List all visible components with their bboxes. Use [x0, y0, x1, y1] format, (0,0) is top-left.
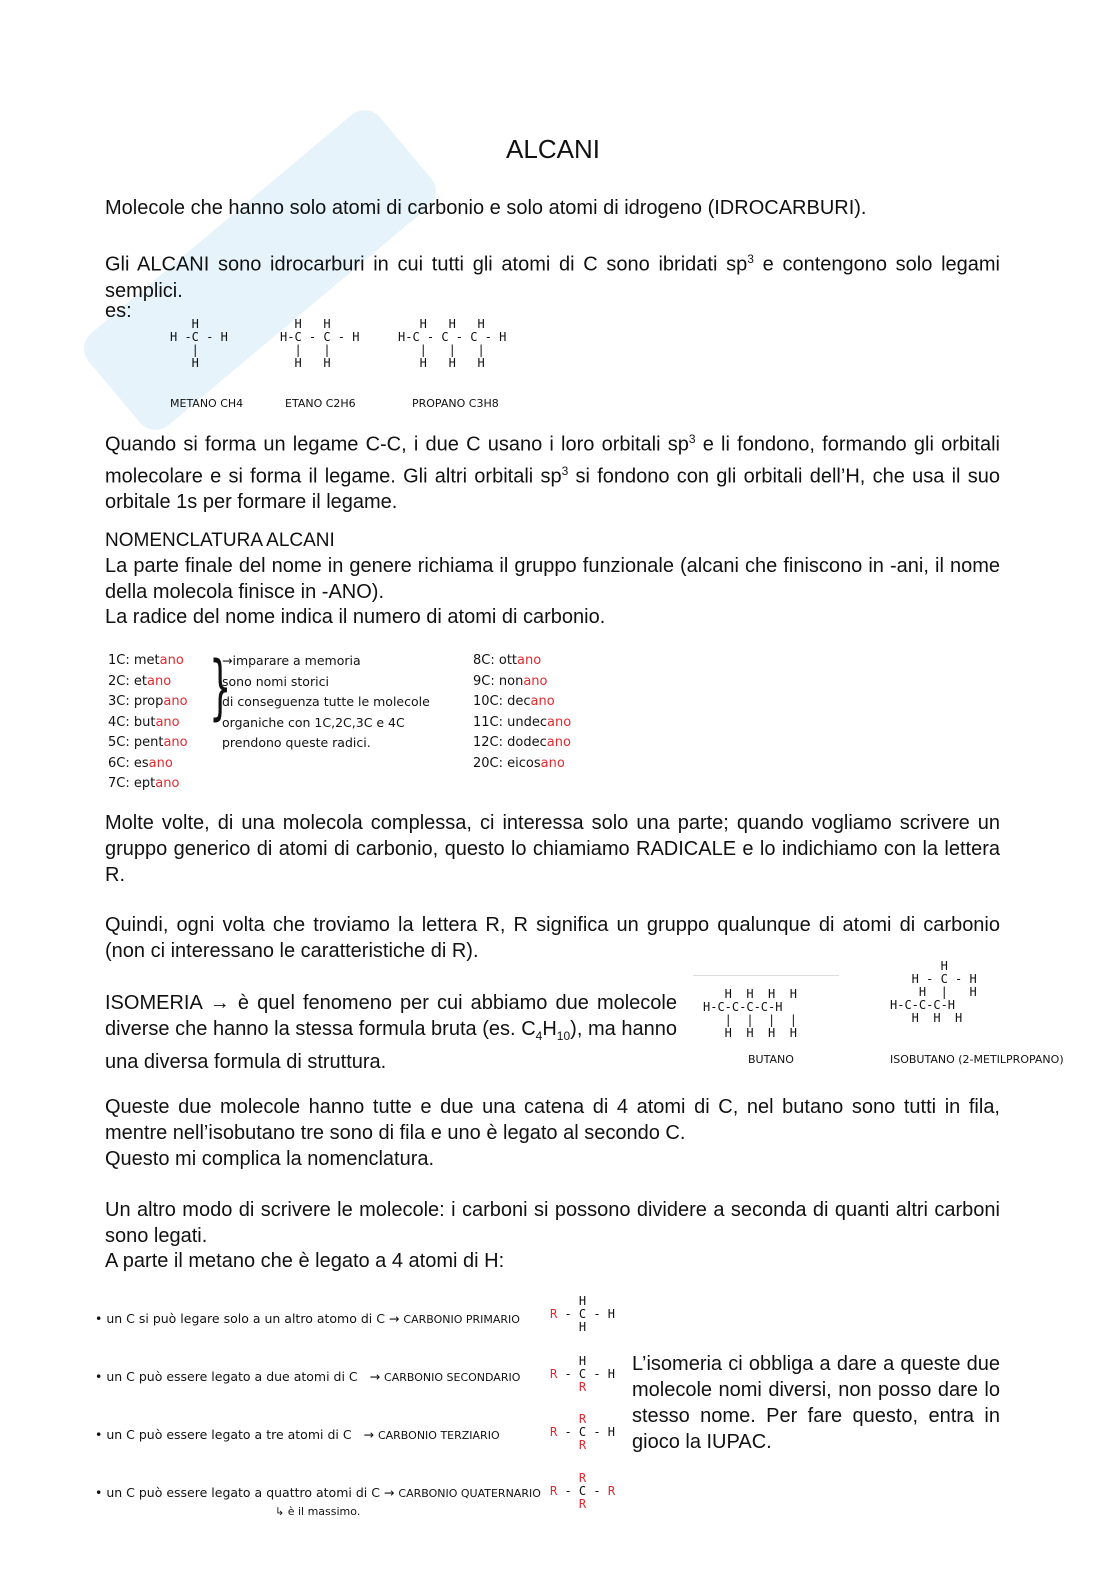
etano-label: ETANO C2H6	[285, 397, 356, 410]
isobutano-structure: H H - C - H H | H H-C-C-C-H H H H	[890, 959, 977, 1025]
butano-label: BUTANO	[748, 1053, 794, 1066]
root-item: 1C: metano	[108, 653, 184, 668]
propano-structure: H H H H-C - C - C - H | | | H H H	[398, 317, 507, 370]
root-item: 2C: etano	[108, 673, 172, 689]
page-title: ALCANI	[506, 134, 600, 164]
metano-label: METANO CH4	[170, 397, 244, 410]
carbon-type-primary: • un C si può legare solo a un altro atomo di C → CARBONIO PRIMARIO	[95, 1311, 520, 1326]
root-item: 8C: ottano	[473, 653, 542, 668]
root-item: 5C: pentano	[108, 735, 188, 750]
carbon-type-quaternary: • un C può essere legato a quattro atomi di C → CARBONIO QUATERNARIO	[95, 1485, 541, 1500]
quaternary-structure: R R - C - R R	[550, 1471, 616, 1511]
intro-paragraph: Molecole che hanno solo atomi di carbonio e solo atomi di idrogeno (IDROCARBURI).	[105, 197, 867, 219]
brace: }	[209, 646, 232, 728]
root-item: 7C: eptano	[108, 776, 180, 791]
root-item: 10C: decano	[473, 694, 555, 709]
primary-structure: H R - C - H H	[550, 1294, 616, 1334]
iupac-paragraph: L’isomeria ci obbliga a dare a queste due molecole nomi diversi, non posso dare lo stesso nome. Per fare questo, entra in gioco la IUPAC.	[632, 1353, 1000, 1453]
complica-paragraph: Questo mi complica la nomenclatura.	[105, 1148, 435, 1170]
propano-label: PROPANO C3H8	[412, 397, 499, 410]
nomenclature-p2: La radice del nome indica il numero di atomi di carbonio.	[105, 606, 606, 628]
nomenclature-p1: La parte finale del nome in genere richiama il gruppo funzionale (alcani che finiscono in -ani, il nome della molecola finisce in -ANO).	[105, 555, 1000, 603]
root-item: 4C: butano	[108, 714, 180, 730]
r-paragraph: Quindi, ogni volta che troviamo la lettera R, R significa un gruppo qualunque di atomi di carbonio (non ci interessano le caratteristiche di R).	[105, 914, 1000, 962]
butano-structure: H H H H H-C-C-C-C-H | | | | H H H H	[703, 987, 797, 1040]
divider-line	[693, 975, 839, 976]
secondary-structure: H R - C - H R	[550, 1354, 616, 1394]
root-item: 9C: nonano	[473, 673, 548, 689]
roots-right-list	[473, 651, 571, 774]
alkanes-definition: Gli ALCANI sono idrocarburi in cui tutti gli atomi di C sono ibridati $sp^3$ e contengono solo legami semplici.	[105, 252, 1000, 302]
carbon-type-secondary: • un C può essere legato a due atomi di C → CARBONIO SECONDARIO	[95, 1369, 521, 1384]
butano-paragraph: Queste due molecole hanno tutte e due una catena di 4 atomi di C, nel butano sono tutti in fila, mentre nell’isobutano tre sono di fila e uno è legato al secondo C.	[105, 1096, 1000, 1144]
etano-structure: H H H-C - C - H | | H H	[280, 317, 360, 370]
tertiary-structure: R R - C - H R	[550, 1412, 616, 1452]
metano-structure: H H -C - H | H	[170, 317, 228, 370]
bond-paragraph: Quando si forma un legame C-C, i due C usano i loro orbitali $sp^3$ e li fondono, formando gli orbitali molecolare e si forma il legame. Gli altri orbitali $sp^3$ si fondono con gli orbitali dell’H, che usa il suo orbitale 1s per formare il legame.	[105, 432, 1000, 514]
isobutano-label: ISOBUTANO (2-METILPROPANO)	[890, 1053, 1064, 1066]
metano-paragraph: A parte il metano che è legato a 4 atomi di H:	[105, 1250, 505, 1272]
roots-left-list	[108, 651, 188, 795]
altro-paragraph: Un altro modo di scrivere le molecole: i carboni si possono dividere a seconda di quanti altri carboni sono legati.	[105, 1199, 1000, 1247]
es-label: es:	[105, 300, 132, 322]
root-item: 11C: undecano	[473, 714, 572, 730]
root-item: 3C: propano	[108, 694, 188, 709]
root-item: 12C: dodecano	[473, 735, 571, 750]
isomeria-paragraph: ISOMERIA → è quel fenomeno per cui abbiamo due molecole diverse che hanno la stessa formula bruta (es. $C_4H_{10}$), ma hanno una diversa formula di struttura.	[105, 992, 677, 1073]
carbon-type-tertiary: • un C può essere legato a tre atomi di C → CARBONIO TERZIARIO	[95, 1427, 500, 1442]
max-note: ↳ è il massimo.	[275, 1505, 361, 1518]
root-item: 20C: eicosano	[473, 755, 565, 771]
root-item: 6C: esano	[108, 755, 173, 771]
nomenclature-heading: NOMENCLATURA ALCANI	[105, 530, 335, 551]
roots-note: →imparare a memoria sono nomi storici di conseguenza tutte le molecole organiche con 1C,2C,3C e 4C prendono queste radici.	[222, 653, 430, 750]
radical-paragraph: Molte volte, di una molecola complessa, ci interessa solo una parte; quando vogliamo scrivere un gruppo generico di atomi di carbonio, questo lo chiamiamo RADICALE e lo indichiamo con la lettera R.	[105, 812, 1000, 886]
